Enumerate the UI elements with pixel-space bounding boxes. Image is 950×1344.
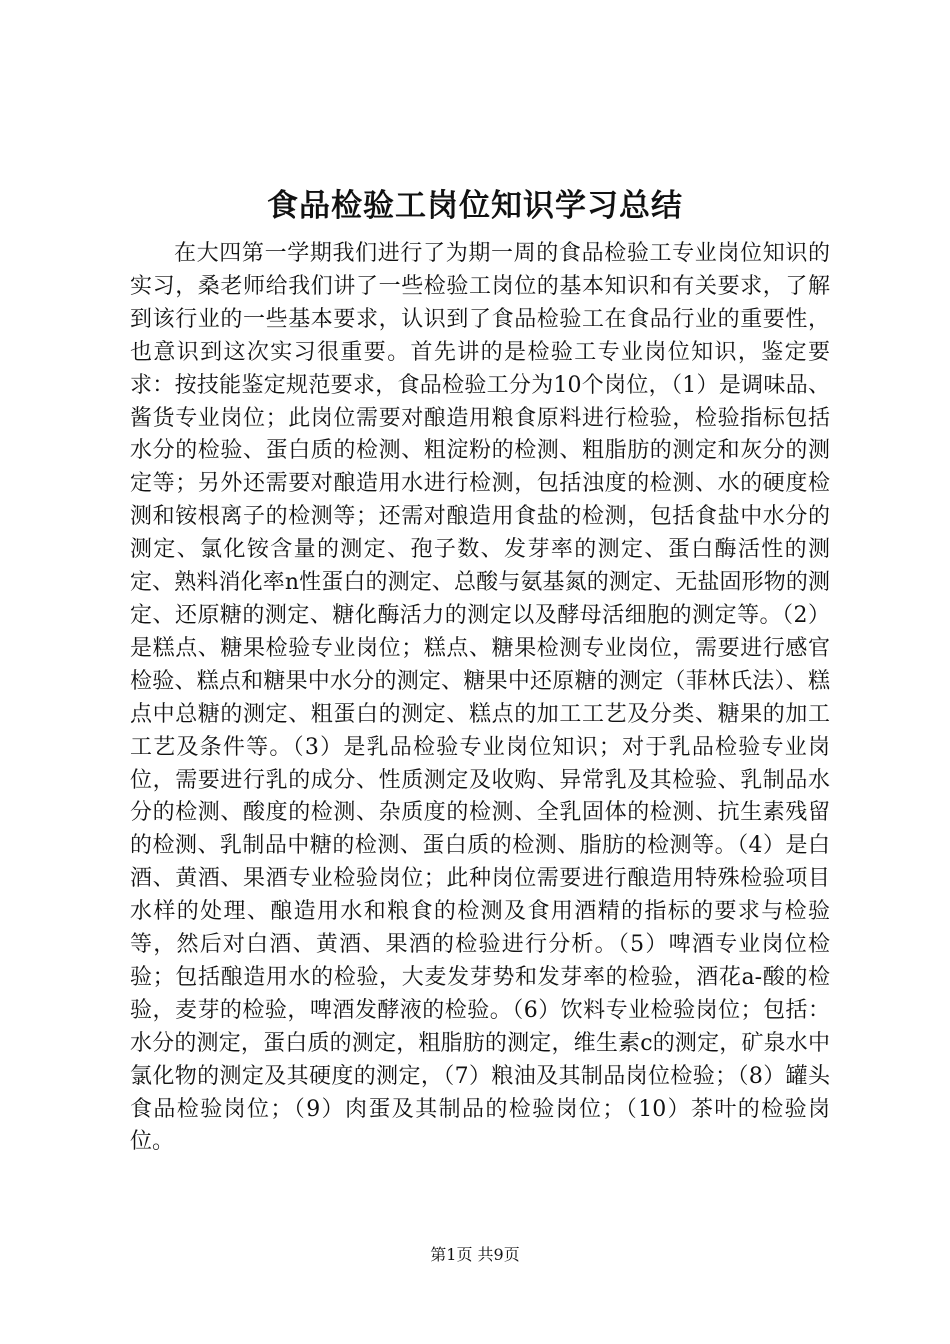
body-paragraph: 在大四第一学期我们进行了为期一周的食品检验工专业岗位知识的实习，桑老师给我们讲了一些检验工岗位的基本知识和有关要求，了解到该行业的一些基本要求，认识到了食品检验工在食品行业的重要性，也意识到这次实习很重要。首先讲的是检验工专业岗位知识，鉴定要求：按技能鉴定规范要求，食品检验工分为10个岗位，（1）是调味品、酱货专业岗位；此岗位需要对酿造用粮食原料进行检验，检验指标包括水分的检验、蛋白质的检测、粗淀粉的检测、粗脂肪的测定和灰分的测定等；另外还需要对酿造用水进行检测，包括浊度的检测、水的硬度检测和铵根离子的检测等；还需对酿造用食盐的检测，包括食盐中水分的测定、氯化铵含量的测定、孢子数、发芽率的测定、蛋白酶活性的测定、熟料消化率n性蛋白的测定、总酸与氨基氮的测定、无盐固形物的测定、还原糖的测定、糖化酶活力的测定以及酵母活细胞的测定等。（2）是糕点、糖果检验专业岗位；糕点、糖果检测专业岗位，需要进行感官检验、糕点和糖果中水分的测定、糖果中还原糖的测定（菲林氏法）、糕点中总糖的测定、粗蛋白的测定、糕点的加工工艺及分类、糖果的加工工艺及条件等。（3）是乳品检验专业岗位知识；对于乳品检验专业岗位，需要进行乳的成分、性质测定及收购、异常乳及其检验、乳制品水分的检测、酸度的检测、杂质度的检测、全乳固体的检测、抗生素残留的检测、乳制品中糖的检测、蛋白质的检测、脂肪的检测等。（4）是白酒、黄酒、果酒专业检验岗位；此种岗位需要进行酿造用特殊检验项目水样的处理、酿造用水和粮食的检测及食用酒精的指标的要求与检验等，然后对白酒、黄酒、果酒的检验进行分析。（5）啤酒专业岗位检验；包括酿造用水的检验，大麦发芽势和发芽率的检验，酒花a-酸的检验，麦芽的检验，啤酒发酵液的检验。（6）饮料专业检验岗位；包括：水分的测定，蛋白质的测定，粗脂肪的测定，维生素c的测定，矿泉水中氯化物的测定及其硬度的测定，（7）粮油及其制品岗位检验；（8）罐头食品检验岗位；（9）肉蛋及其制品的检验岗位；（10）茶叶的检验岗位。: [130, 241, 830, 1155]
page-number: 第1页 共9页: [430, 1245, 520, 1264]
page-title: 食品检验工岗位知识学习总结: [267, 188, 683, 224]
